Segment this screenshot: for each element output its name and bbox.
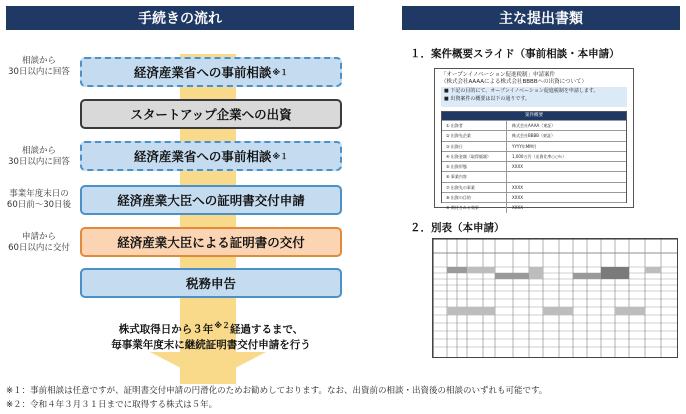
step-pre-consultation-1 bbox=[80, 57, 342, 87]
row-key: ② 出資先企業 bbox=[446, 133, 471, 139]
slide-table-row bbox=[442, 202, 626, 212]
row-value: YYYY年MM月 bbox=[512, 143, 537, 149]
side-note-4 bbox=[0, 232, 78, 254]
row-value: XXXX bbox=[512, 195, 523, 201]
flow-header: 手続きの流れ bbox=[6, 6, 354, 30]
slide-table-row bbox=[442, 182, 626, 192]
continuation-note-sup: ※２ bbox=[214, 321, 230, 330]
step-3-label: 経済産業省への事前相談 bbox=[133, 149, 272, 164]
flow-arrow-head bbox=[150, 352, 266, 382]
row-key: ⑤ 出資形態 bbox=[446, 164, 467, 170]
step-1-sup: ※１ bbox=[272, 67, 289, 77]
slide-bullet-1: ■ 下記の目的にて、オープンイノベーション促進税制を申請します。 bbox=[444, 88, 599, 94]
slide-bullet-2: ■ 出資案件の概要は以下の通りです。 bbox=[444, 96, 530, 102]
slide-bullets bbox=[441, 87, 627, 107]
continuation-note-b: 経過するまで、 bbox=[229, 323, 304, 336]
continuation-note-a: 株式取得日から３年 bbox=[118, 323, 214, 336]
case-summary-slide-thumbnail bbox=[434, 68, 634, 211]
continuation-note bbox=[80, 318, 342, 353]
doc1-title: １．案件概要スライド（事前相談・本申請） bbox=[410, 48, 620, 60]
slide-table bbox=[441, 111, 627, 211]
side-note-4-line1: 申請から bbox=[21, 232, 56, 242]
row-key: ④ 出資金額（取得価額） bbox=[446, 153, 491, 159]
row-key: ⑥ 事業内容 bbox=[446, 174, 467, 180]
step-investment bbox=[80, 99, 342, 129]
doc2-title: ２．別表（本申請） bbox=[410, 222, 505, 234]
step-tax-return bbox=[80, 268, 342, 298]
step-4-label: 経済産業大臣への証明書交付申請 bbox=[117, 193, 305, 208]
step-pre-consultation-2 bbox=[80, 141, 342, 171]
row-key: ⑦ 出資先の事業 bbox=[446, 184, 475, 190]
row-value: 1,000万円（出資比率○○％） bbox=[512, 153, 567, 159]
step-certificate-issuance bbox=[80, 227, 342, 257]
side-note-1 bbox=[0, 56, 78, 78]
footnote-2: ※２：令和４年３月３１日までに取得する株式は５年。 bbox=[6, 400, 218, 410]
row-key: ⑧ 出資の目的 bbox=[446, 195, 471, 201]
slide-title-1: 「オープンイノベーション促進税制」申請案件 bbox=[441, 72, 555, 78]
footnote-1: ※１：事前相談は任意ですが、証明書交付申請の円滑化のためお勧めしております。なお、出資前の相談・出資後の相談のいずれも可能です。 bbox=[6, 386, 548, 396]
step-3-sup: ※１ bbox=[272, 151, 289, 161]
row-value: XXXX bbox=[512, 205, 523, 211]
row-key: ⑨ 期待される効果 bbox=[446, 205, 479, 211]
appendix-form-thumbnail bbox=[432, 238, 678, 358]
slide-title bbox=[441, 72, 587, 86]
slide-table-row bbox=[442, 192, 626, 202]
step-1-label: 経済産業省への事前相談 bbox=[133, 65, 272, 80]
step-certificate-application bbox=[80, 185, 342, 215]
slide-table-row bbox=[442, 171, 626, 181]
slide-table-row bbox=[442, 120, 626, 130]
side-note-2-line2: 30日以内に回答 bbox=[8, 157, 70, 167]
step-2-label: スタートアップ企業への出資 bbox=[130, 107, 292, 122]
side-note-2 bbox=[0, 146, 78, 168]
slide-table-row bbox=[442, 151, 626, 161]
slide-table-row bbox=[442, 161, 626, 171]
row-key: ① 出資者 bbox=[446, 123, 463, 128]
slide-table-header: 案件概要 bbox=[442, 112, 626, 120]
side-note-2-line1: 相談から bbox=[21, 146, 56, 156]
step-6-label: 税務申告 bbox=[185, 276, 236, 291]
side-note-3-line2: 60日前～30日後 bbox=[6, 200, 72, 210]
continuation-note-line2: 毎事業年度末に継続証明書交付申請を行う bbox=[111, 338, 311, 351]
side-note-3 bbox=[0, 189, 78, 211]
side-note-4-line2: 60日以内に交付 bbox=[8, 243, 70, 253]
slide-table-row bbox=[442, 141, 626, 151]
side-note-1-line2: 30日以内に回答 bbox=[8, 67, 70, 77]
documents-header: 主な提出書類 bbox=[402, 6, 680, 30]
side-note-3-line1: 事業年度末日の bbox=[9, 189, 69, 199]
row-value: XXXX bbox=[512, 164, 523, 170]
slide-table-row bbox=[442, 130, 626, 140]
slide-title-2: （株式会社AAAAによる株式会社BBBBへの出資について） bbox=[441, 79, 587, 85]
continuation-note-line1 bbox=[80, 318, 342, 338]
row-value: 株式会社AAAA（東証） bbox=[512, 123, 556, 128]
step-5-label: 経済産業大臣による証明書の交付 bbox=[117, 235, 305, 250]
appendix-form-grid bbox=[433, 239, 678, 358]
side-note-1-line1: 相談から bbox=[21, 56, 56, 66]
row-key: ③ 出資日 bbox=[446, 143, 463, 149]
row-value: XXXX bbox=[512, 184, 523, 190]
row-value: 株式会社BBBB（東証） bbox=[512, 133, 555, 139]
